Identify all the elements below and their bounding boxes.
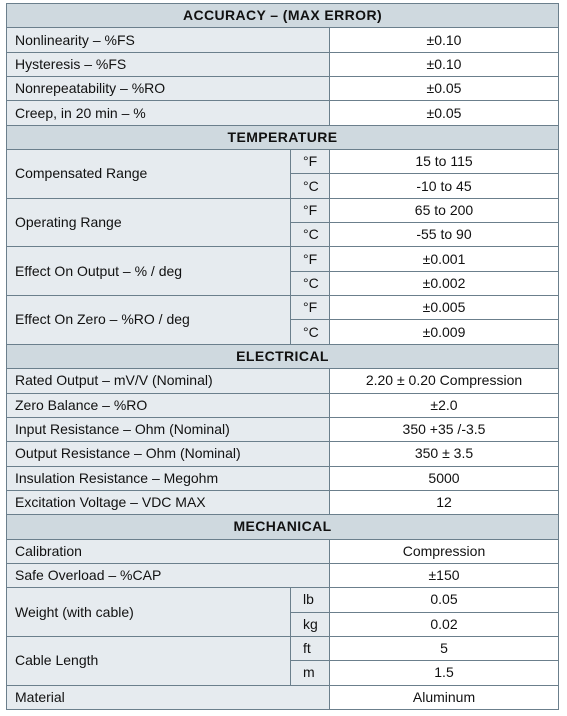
table-row (7, 28, 559, 52)
row-value: ±0.009 (330, 320, 559, 344)
row-value: ±0.001 (330, 247, 559, 271)
table-row (7, 198, 559, 222)
row-value: ±0.005 (330, 296, 559, 320)
table-row (7, 563, 559, 587)
row-label: Excitation Voltage – VDC MAX (7, 490, 330, 514)
row-value: -55 to 90 (330, 223, 559, 247)
table-row (7, 588, 559, 612)
row-label: Rated Output – mV/V (Nominal) (7, 369, 330, 393)
unit-cell: m (291, 661, 330, 685)
row-label: Nonrepeatability – %RO (7, 77, 330, 101)
table-row (7, 490, 559, 514)
row-value: 15 to 115 (330, 150, 559, 174)
row-value: Aluminum (330, 685, 559, 709)
spec-table (6, 3, 559, 710)
unit-cell: °C (291, 223, 330, 247)
unit-cell: ft (291, 636, 330, 660)
row-label: Safe Overload – %CAP (7, 563, 330, 587)
section-header-accuracy: ACCURACY – (MAX ERROR) (7, 4, 559, 28)
table-row (7, 466, 559, 490)
section-header-temperature: TEMPERATURE (7, 125, 559, 149)
row-value: 65 to 200 (330, 198, 559, 222)
row-value: 2.20 ± 0.20 Compression (330, 369, 559, 393)
table-row (7, 393, 559, 417)
row-value: 5 (330, 636, 559, 660)
row-label: Effect On Output – % / deg (7, 247, 291, 296)
row-label: Creep, in 20 min – % (7, 101, 330, 125)
table-row (7, 247, 559, 271)
table-row (7, 52, 559, 76)
row-value: 0.02 (330, 612, 559, 636)
section-header-mechanical: MECHANICAL (7, 515, 559, 539)
row-label: Insulation Resistance – Megohm (7, 466, 330, 490)
row-label: Weight (with cable) (7, 588, 291, 637)
row-label: Output Resistance – Ohm (Nominal) (7, 442, 330, 466)
row-label: Cable Length (7, 636, 291, 685)
row-value: 0.05 (330, 588, 559, 612)
unit-cell: °F (291, 296, 330, 320)
table-row (7, 101, 559, 125)
table-row (7, 150, 559, 174)
unit-cell: °F (291, 198, 330, 222)
row-value: 350 ± 3.5 (330, 442, 559, 466)
table-row (7, 539, 559, 563)
table-row (7, 417, 559, 441)
row-value: ±0.05 (330, 77, 559, 101)
row-label: Compensated Range (7, 150, 291, 199)
unit-cell: °C (291, 174, 330, 198)
row-label: Material (7, 685, 330, 709)
table-row (7, 442, 559, 466)
table-row (7, 636, 559, 660)
row-value: ±0.002 (330, 271, 559, 295)
row-value: ±0.05 (330, 101, 559, 125)
table-row (7, 369, 559, 393)
row-label: Operating Range (7, 198, 291, 247)
table-row (7, 77, 559, 101)
table-row (7, 296, 559, 320)
row-value: 5000 (330, 466, 559, 490)
unit-cell: °F (291, 247, 330, 271)
unit-cell: °C (291, 320, 330, 344)
row-label: Zero Balance – %RO (7, 393, 330, 417)
unit-cell: lb (291, 588, 330, 612)
row-label: Hysteresis – %FS (7, 52, 330, 76)
row-value: ±0.10 (330, 52, 559, 76)
row-value: ±150 (330, 563, 559, 587)
row-value: 1.5 (330, 661, 559, 685)
unit-cell: kg (291, 612, 330, 636)
row-label: Nonlinearity – %FS (7, 28, 330, 52)
row-value: ±0.10 (330, 28, 559, 52)
row-value: 12 (330, 490, 559, 514)
unit-cell: °C (291, 271, 330, 295)
table-row (7, 685, 559, 709)
row-value: Compression (330, 539, 559, 563)
row-label: Effect On Zero – %RO / deg (7, 296, 291, 345)
row-value: ±2.0 (330, 393, 559, 417)
row-value: -10 to 45 (330, 174, 559, 198)
row-label: Input Resistance – Ohm (Nominal) (7, 417, 330, 441)
row-value: 350 +35 /-3.5 (330, 417, 559, 441)
unit-cell: °F (291, 150, 330, 174)
section-header-electrical: ELECTRICAL (7, 344, 559, 368)
row-label: Calibration (7, 539, 330, 563)
